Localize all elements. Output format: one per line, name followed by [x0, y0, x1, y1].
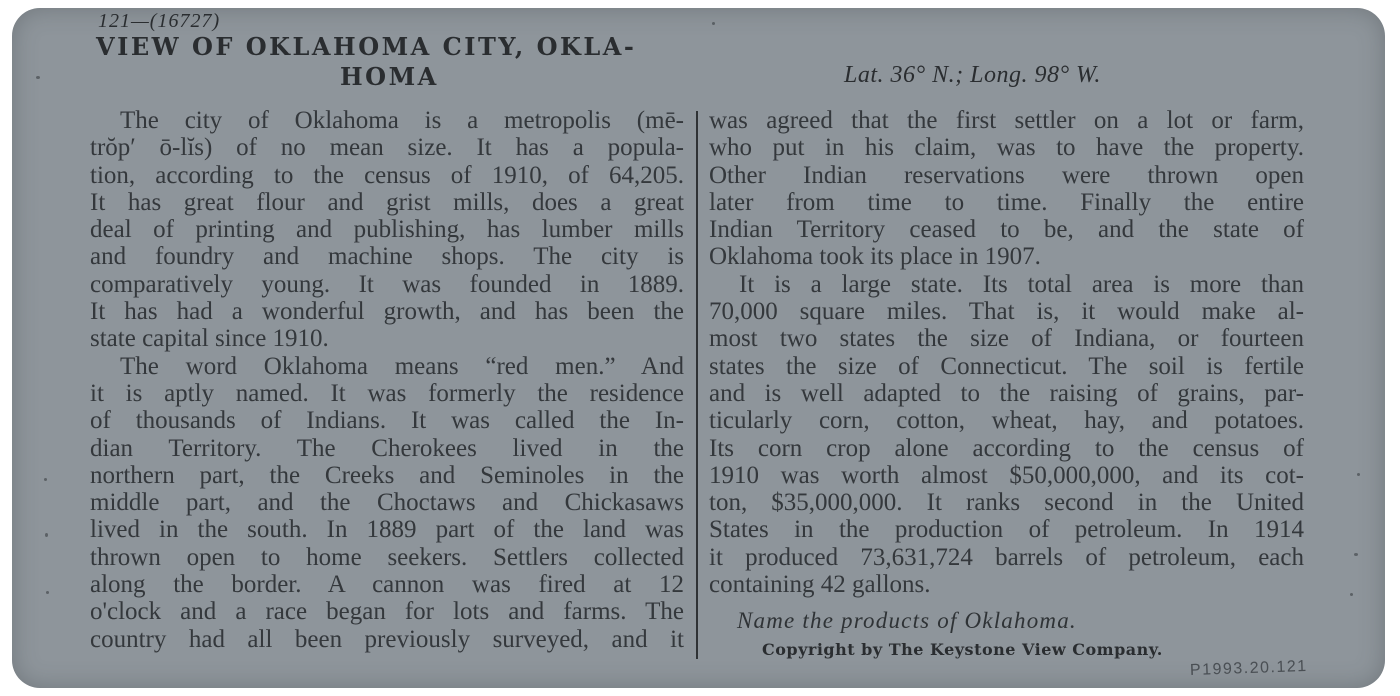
text-line: of thousands of Indians. It was called the In- — [90, 407, 684, 435]
text-line: Oklahoma took its place in 1907. — [709, 243, 1041, 271]
text-line: who put in his claim, was to have the property. — [709, 134, 1304, 162]
left-text-column — [90, 107, 684, 653]
speck-mark — [46, 591, 49, 594]
card-title-line-1: VIEW OF OKLAHOMA CITY, OKLA- — [96, 32, 637, 61]
text-line: Indian Territory ceased to be, and the state of — [709, 216, 1304, 244]
text-line: States in the production of petroleum. In 1914 — [709, 516, 1304, 544]
card-title-line-2: HOMA — [340, 62, 439, 91]
text-line: ton, $35,000,000. It ranks second in the United — [709, 489, 1304, 517]
text-line: it produced 73,631,724 barrels of petroleum, each — [709, 543, 1304, 571]
copyright-notice: Copyright by The Keystone View Company. — [762, 640, 1163, 659]
text-line: o'clock and a race began for lots and farms. The — [90, 598, 684, 626]
stereograph-card-back — [12, 8, 1385, 688]
study-question: Name the products of Oklahoma. — [737, 608, 1077, 633]
text-line: and foundry and machine shops. The city is — [90, 243, 684, 271]
text-line: country had all been previously surveyed, and it — [90, 625, 684, 653]
text-line: It is a large state. Its total area is more than — [739, 270, 1304, 298]
text-line: states the size of Connecticut. The soil is fertile — [709, 352, 1304, 380]
text-line: The word Oklahoma means “red men.” And — [120, 352, 684, 380]
text-line: tion, according to the census of 1910, of 64,205. — [90, 161, 684, 189]
text-line: The city of Oklahoma is a metropolis (mē- — [120, 107, 684, 134]
text-line: thrown open to home seekers. Settlers collected — [90, 543, 684, 571]
speck-mark — [44, 478, 47, 481]
text-line: it is aptly named. It was formerly the residence — [90, 379, 684, 407]
speck-mark — [1354, 553, 1358, 556]
text-line: trŏp′ ō-lĭs) of no mean size. It has a popula- — [90, 134, 684, 162]
text-line: state capital since 1910. — [90, 325, 329, 353]
text-line: northern part, the Creeks and Seminoles in the — [90, 461, 684, 489]
speck-mark — [1350, 593, 1353, 596]
column-divider — [696, 111, 698, 659]
text-line: middle part, and the Choctaws and Chickasaws — [90, 489, 684, 517]
text-line: most two states the size of Indiana, or fourteen — [709, 325, 1304, 353]
text-line: 1910 was worth almost $50,000,000, and its cot- — [709, 461, 1304, 489]
text-line: dian Territory. The Cherokees lived in the — [90, 434, 684, 462]
text-line: was agreed that the first settler on a lot or farm, — [709, 107, 1304, 134]
text-line: and is well adapted to the raising of grains, par- — [709, 379, 1304, 407]
text-line: 70,000 square miles. That is, it would make al- — [709, 298, 1304, 326]
text-line: deal of printing and publishing, has lumber mills — [90, 216, 684, 244]
right-text-column — [709, 107, 1304, 598]
coordinates: Lat. 36° N.; Long. 98° W. — [844, 62, 1101, 88]
text-line: containing 42 gallons. — [709, 571, 931, 599]
text-line: later from time to time. Finally the entire — [709, 188, 1304, 216]
speck-mark — [1357, 473, 1360, 476]
speck-mark — [712, 22, 715, 25]
catalog-number: 121—(16727) — [98, 10, 221, 32]
text-line: lived in the south. In 1889 part of the land was — [90, 516, 684, 544]
text-line: ticularly corn, cotton, wheat, hay, and potatoes. — [709, 407, 1304, 435]
text-line: Its corn crop alone according to the census of — [709, 434, 1304, 462]
speck-mark — [45, 533, 48, 537]
text-line: along the border. A cannon was fired at 12 — [90, 571, 684, 599]
speck-mark — [36, 76, 40, 79]
accession-number: P1993.20.121 — [1189, 657, 1308, 680]
text-line: comparatively young. It was founded in 1889. — [90, 270, 684, 298]
text-line: It has great flour and grist mills, does a great — [90, 188, 684, 216]
text-line: Other Indian reservations were thrown open — [709, 161, 1304, 189]
text-line: It has had a wonderful growth, and has been the — [90, 298, 684, 326]
